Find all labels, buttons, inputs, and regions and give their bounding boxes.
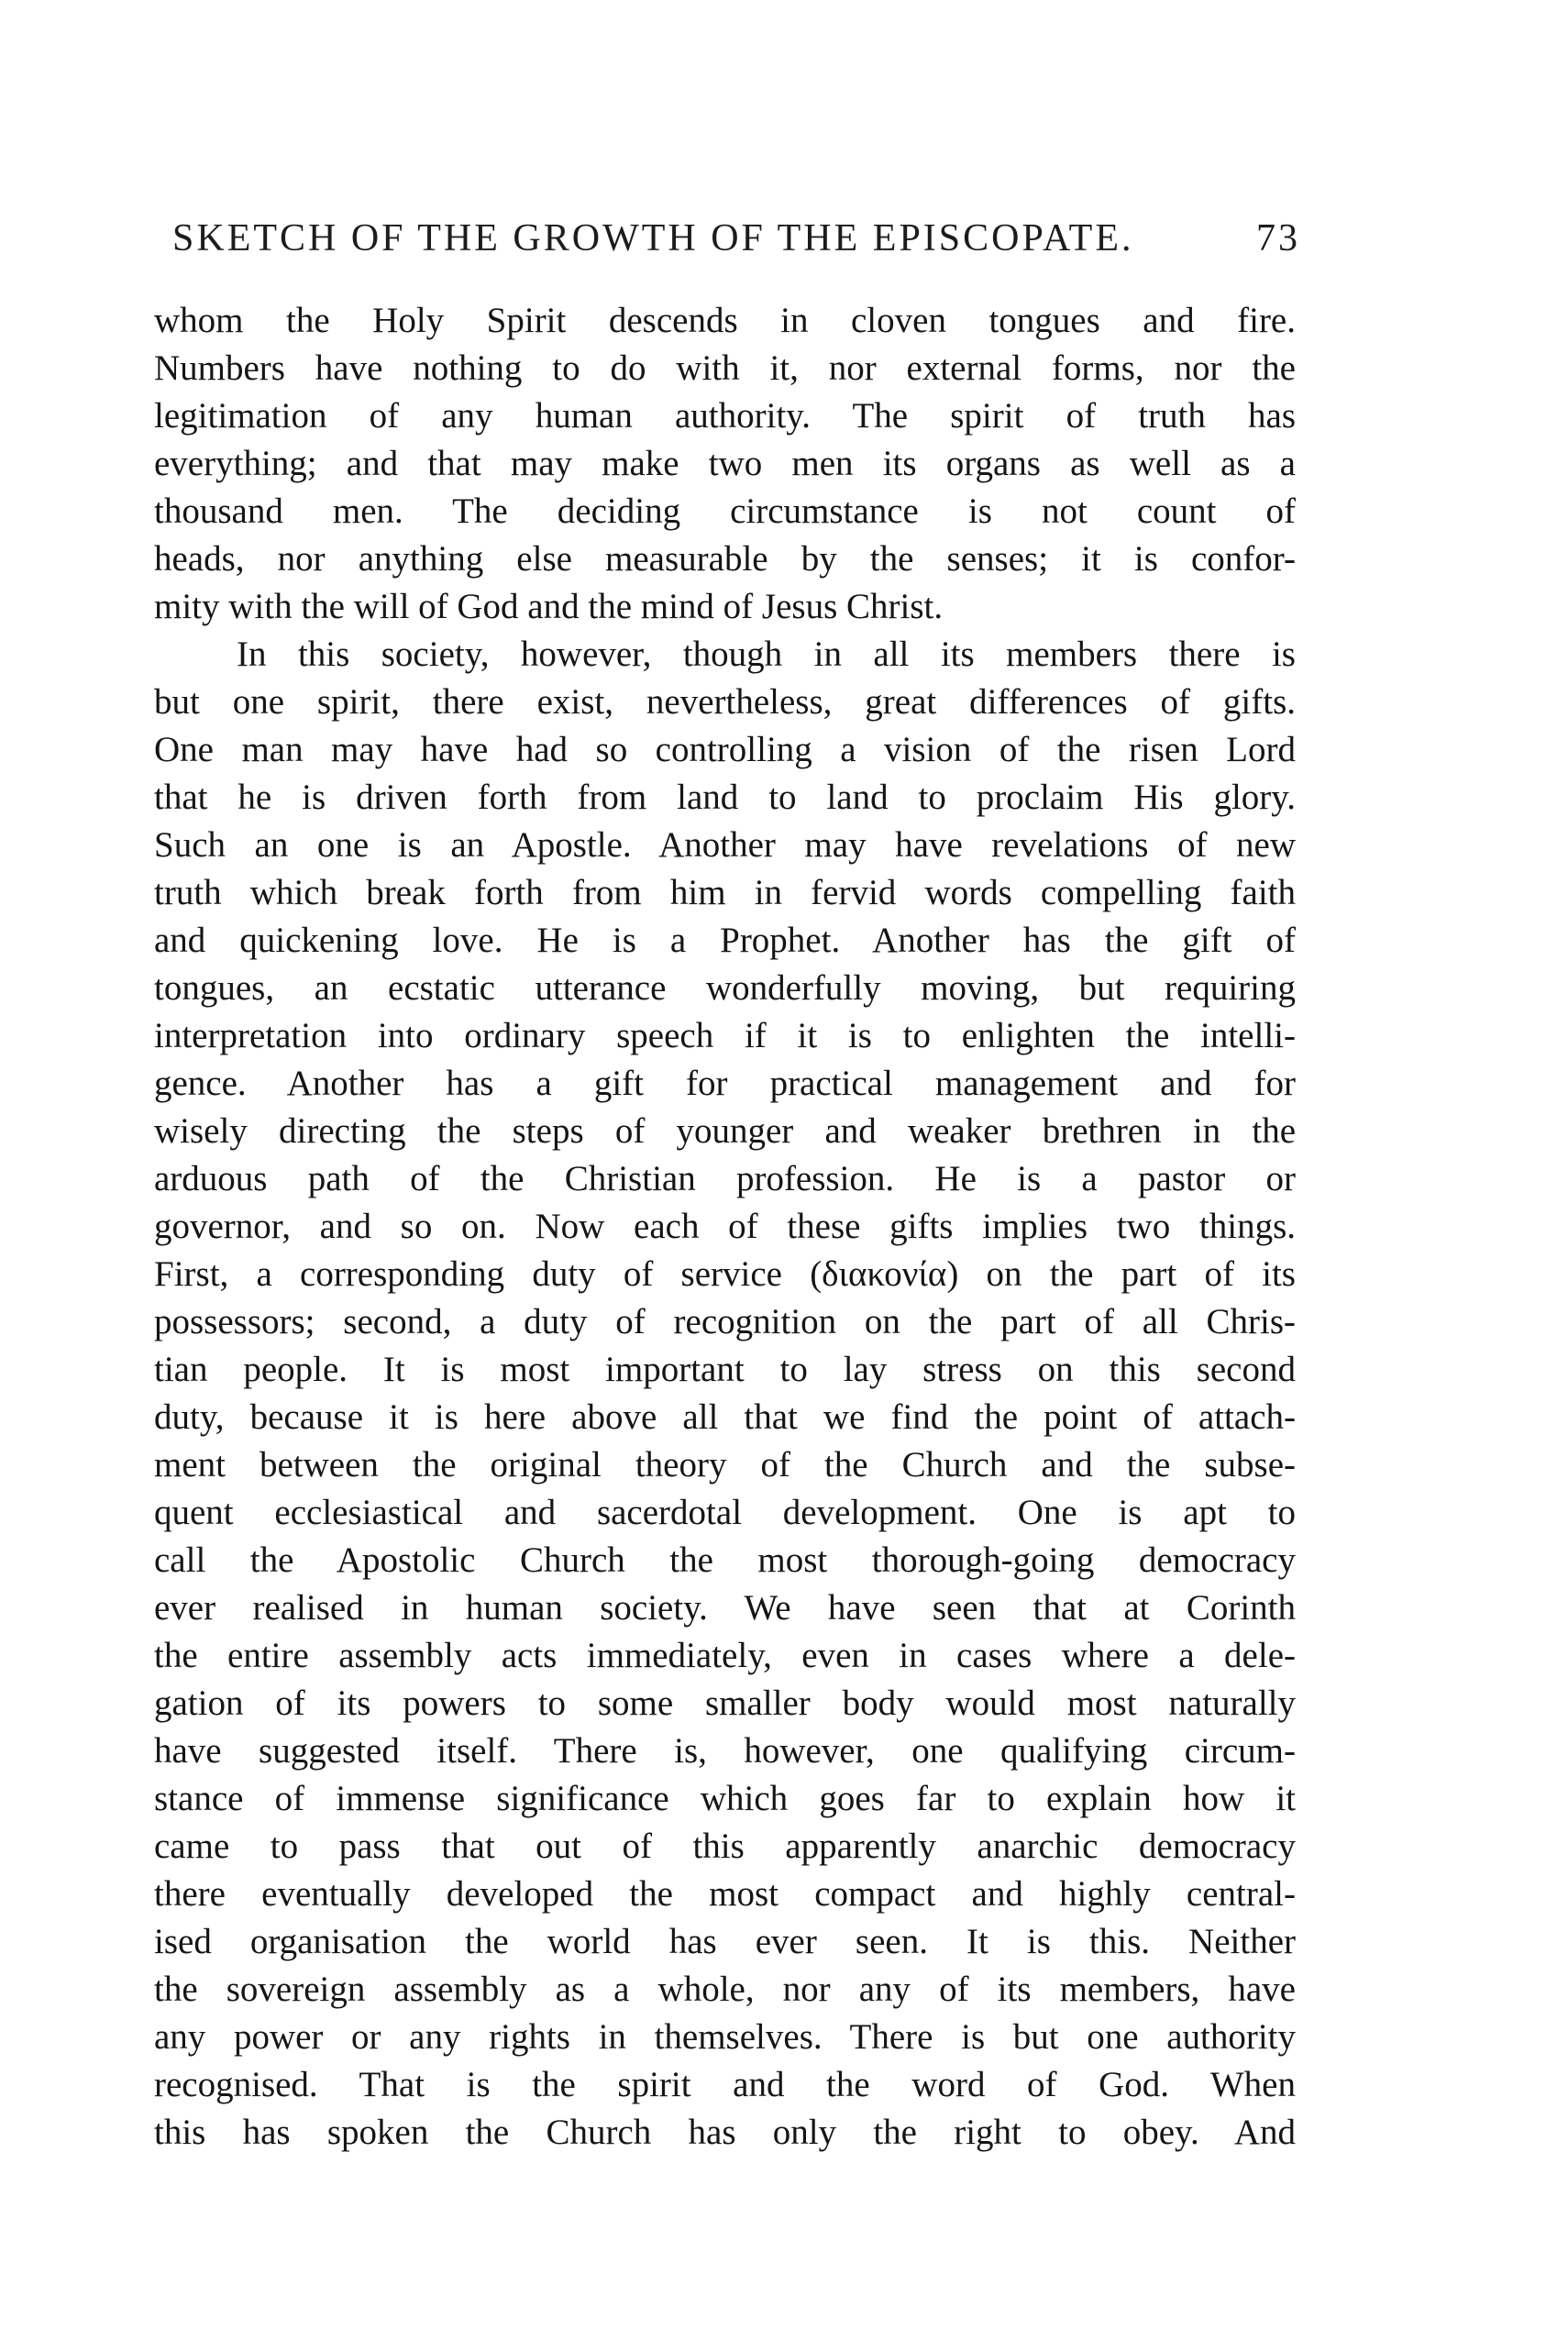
text-line: Such an one is an Apostle. Another may have revelations of new <box>154 825 1296 865</box>
text-line: ever realised in human society. We have seen that at Corinth <box>154 1588 1296 1628</box>
text-line: tian people. It is most important to lay stress on this second <box>154 1350 1296 1389</box>
body-text <box>154 297 1296 2157</box>
text-line: quent ecclesiastical and sacerdotal development. One is apt to <box>154 1493 1296 1532</box>
page-number: 73 <box>1256 217 1300 259</box>
text-line: ment between the original theory of the Church and the subse- <box>154 1445 1296 1485</box>
text-line: everything; and that may make two men its organs as well as a <box>154 444 1296 483</box>
text-line: stance of immense significance which goes far to explain how it <box>154 1779 1296 1818</box>
text-line: heads, nor anything else measurable by the senses; it is confor- <box>154 539 1296 579</box>
text-line: gation of its powers to some smaller body would most naturally <box>154 1683 1296 1723</box>
text-line: legitimation of any human authority. The spirit of truth has <box>154 396 1296 436</box>
text-line: but one spirit, there exist, nevertheless, great differences of gifts. <box>154 682 1296 722</box>
running-head <box>172 216 1300 271</box>
running-title: SKETCH OF THE GROWTH OF THE EPISCOPATE. <box>172 217 1134 259</box>
text-line: thousand men. The deciding circumstance is not count of <box>154 491 1296 531</box>
text-line: tongues, an ecstatic utterance wonderfully moving, but requiring <box>154 968 1296 1008</box>
text-line: whom the Holy Spirit descends in cloven tongues and fire. <box>154 301 1296 340</box>
text-line: there eventually developed the most compact and highly central- <box>154 1874 1296 1914</box>
text-line: this has spoken the Church has only the right to obey. And <box>154 2113 1296 2152</box>
paragraph-start-line: In this society, however, though in all its members there is <box>237 635 1296 674</box>
text-line: ised organisation the world has ever seen. It is this. Neither <box>154 1922 1296 1961</box>
text-line: truth which break forth from him in fervid words compelling faith <box>154 873 1296 912</box>
text-line: came to pass that out of this apparently anarchic democracy <box>154 1827 1296 1866</box>
text-line: the sovereign assembly as a whole, nor any of its members, have <box>154 1970 1296 2009</box>
text-line: arduous path of the Christian profession. He is a pastor or <box>154 1159 1296 1198</box>
text-line: governor, and so on. Now each of these gifts implies two things. <box>154 1207 1296 1246</box>
text-line: mity with the will of God and the mind of Jesus Christ. <box>154 587 944 626</box>
text-line: Numbers have nothing to do with it, nor external forms, nor the <box>154 348 1296 388</box>
text-line: duty, because it is here above all that we find the point of attach- <box>154 1397 1296 1437</box>
text-line: recognised. That is the spirit and the word of God. When <box>154 2065 1296 2104</box>
text-line: First, a corresponding duty of service (διακονία) on the part of its <box>154 1254 1296 1294</box>
text-line: any power or any rights in themselves. There is but one authority <box>154 2017 1296 2057</box>
text-line: possessors; second, a duty of recognition on the part of all Chris- <box>154 1302 1296 1341</box>
text-line: interpretation into ordinary speech if it is to enlighten the intelli- <box>154 1016 1296 1055</box>
text-line: One man may have had so controlling a vision of the risen Lord <box>154 730 1296 769</box>
text-line: gence. Another has a gift for practical management and for <box>154 1064 1296 1103</box>
text-line: wisely directing the steps of younger and weaker brethren in the <box>154 1111 1296 1151</box>
text-line: have suggested itself. There is, however, one qualifying circum- <box>154 1731 1296 1771</box>
text-line: the entire assembly acts immediately, even in cases where a dele- <box>154 1636 1296 1675</box>
text-line: and quickening love. He is a Prophet. Another has the gift of <box>154 921 1296 960</box>
text-line: call the Apostolic Church the most thorough-going democracy <box>154 1540 1296 1580</box>
text-line: that he is driven forth from land to land to proclaim His glory. <box>154 778 1296 817</box>
